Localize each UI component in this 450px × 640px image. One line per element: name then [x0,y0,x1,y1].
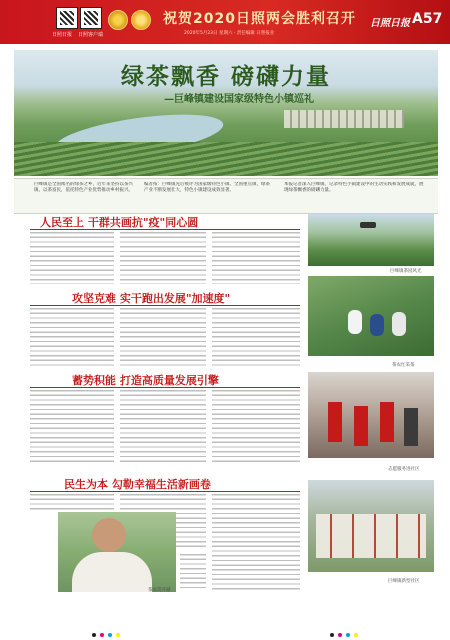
article-text [120,308,206,366]
photo-caption: 巨峰镇茶园风光 [390,269,422,274]
qr-label: 日照日报 [52,32,73,38]
photo-caption: 茶农笑开颜 [148,588,171,593]
hero-tea-rows [14,142,438,176]
qr-code-icon [80,7,102,29]
farmer-face [92,518,126,552]
volunteer-photo [308,372,434,458]
article-text [212,494,300,590]
tea-garden-photo [308,214,434,266]
person [354,406,368,446]
masthead-meta: 2020年5月23日 星期六 · 责任编辑 日照报业 [184,31,275,36]
person [380,402,394,442]
intro-column: 巨峰镇是全国闻名的绿茶之乡，近年来坚持以茶兴镇、以茶富民，依托特色产业优势推动乡村振兴。 [34,182,133,193]
registration-mark [116,633,120,637]
tea-farmer-photo [58,512,176,592]
article-text [212,308,300,366]
national-emblem-icon [108,10,128,30]
article-text [120,390,206,462]
article-text [30,494,114,510]
article-text [212,390,300,462]
registration-mark [92,633,96,637]
photo-caption: 茶农忙采茶 [392,363,415,368]
farmer-shirt [72,552,152,592]
article-text [30,390,114,462]
cppcc-emblem-icon [131,10,151,30]
article-text [30,308,114,366]
divider [30,305,300,306]
person [370,314,384,336]
article-text [120,232,206,284]
article-text [212,232,300,284]
page-number: A57 [412,11,443,27]
hero-village [284,110,404,128]
intro-box [14,178,438,214]
section-heading: 民生为本 勾勒幸福生活新画卷 [64,478,211,491]
photo-caption: 志愿服务进社区 [388,467,420,472]
registration-mark [354,633,358,637]
person [348,310,362,334]
qr-code-icon [56,7,78,29]
hero-title: 绿茶飘香 磅礴力量 [120,64,331,90]
new-community-photo [308,480,434,572]
registration-mark [108,633,112,637]
divider [30,229,300,230]
section-heading: 攻坚克难 实干跑出发展"加速度" [72,292,231,305]
registration-mark [100,633,104,637]
photo-caption: 巨峰镇新型社区 [388,579,420,584]
person [404,408,418,446]
tea-picking-photo [308,276,434,356]
registration-mark [338,633,342,637]
drone-icon [360,222,376,228]
intro-column: 编者按：巨峰镇先后被评为国家级特色小镇、全国重点镇，绿茶产业不断发展壮大，特色小镇建设成效显著。 [144,182,270,193]
intro-column: 本报记者深入巨峰镇，记录特色小镇建设中的生动实践和发展成就，展现绿茶飘香的磅礴力量。 [284,182,424,193]
person [328,402,342,442]
hero-photo [14,50,438,176]
article-text [180,554,206,590]
divider [30,491,300,492]
article-text [30,232,114,284]
section-heading: 蓄势积能 打造高质量发展引擎 [72,374,219,387]
qr-label: 日照客户端 [78,32,104,38]
buildings [316,514,426,558]
registration-mark [330,633,334,637]
registration-mark [346,633,350,637]
masthead-banner: 祝贺2020日照两会胜利召开 [163,11,356,27]
hero-subtitle: —巨峰镇建设国家级特色小镇巡礼 [164,94,314,105]
divider [30,387,300,388]
masthead [0,0,450,44]
paper-name: 日照日报 [370,18,410,29]
person [392,312,406,336]
section-heading: 人民至上 干群共画抗"疫"同心圆 [40,216,199,229]
